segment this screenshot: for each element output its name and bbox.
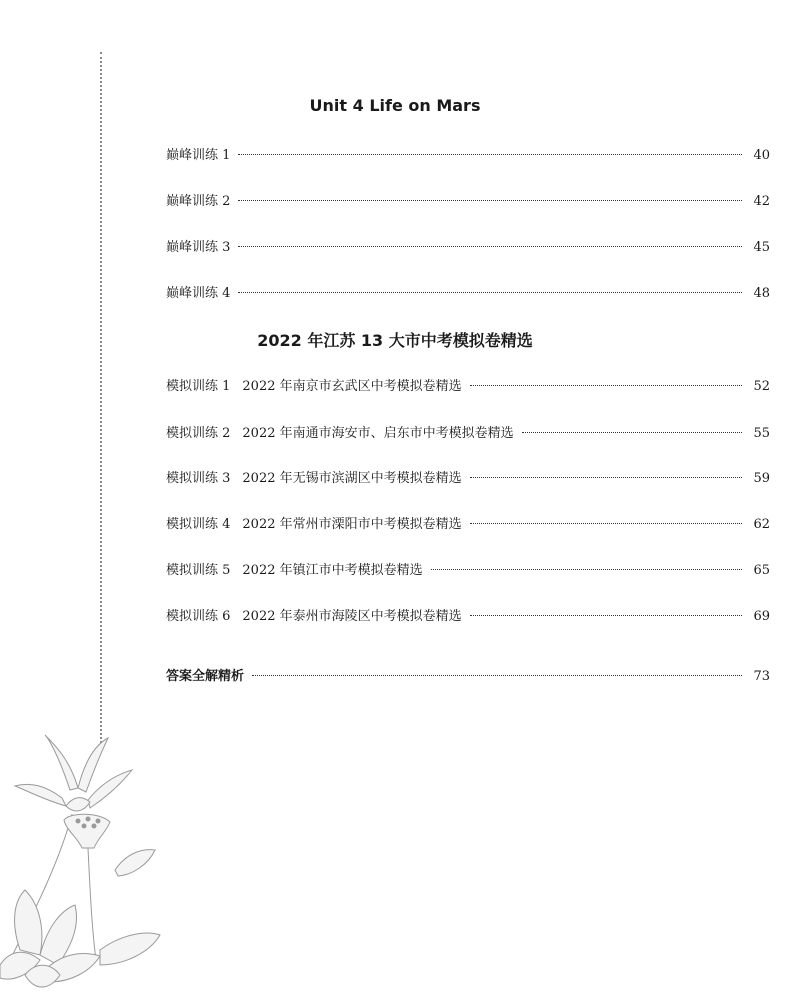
dot-leader (238, 291, 742, 293)
toc-entry-label: 巅峰训练 3 (166, 240, 231, 255)
toc-entry-mock-3[interactable] (166, 467, 770, 487)
toc-entry-unit-2[interactable] (166, 190, 770, 210)
toc-entry-mock-6[interactable] (166, 605, 770, 625)
toc-entry-mock-4[interactable] (166, 513, 770, 533)
answers-label: 答案全解精析 (166, 669, 245, 684)
toc-entry-label: 巅峰训练 4 (166, 286, 231, 301)
dot-leader (470, 384, 742, 386)
toc-entry-subtitle: 2022 年南京市玄武区中考模拟卷精选 (242, 379, 462, 394)
toc-entry-label: 模拟训练 2 (166, 426, 231, 441)
toc-page-number: 62 (753, 517, 770, 532)
toc-page-number: 65 (753, 563, 770, 578)
toc-entry-unit-1[interactable] (166, 144, 770, 164)
toc-page-number: 59 (753, 471, 770, 486)
dot-leader (470, 476, 742, 478)
dot-leader (470, 522, 742, 524)
toc-page-number: 42 (753, 194, 770, 209)
toc-page-number: 48 (753, 286, 770, 301)
dotted-margin-line (100, 52, 102, 747)
toc-page-number: 69 (753, 609, 770, 624)
dot-leader (238, 199, 742, 201)
toc-entry-unit-3[interactable] (166, 236, 770, 256)
dot-leader (431, 568, 742, 570)
toc-entry-subtitle: 2022 年无锡市滨湖区中考模拟卷精选 (242, 471, 462, 486)
toc-entry-subtitle: 2022 年泰州市海陵区中考模拟卷精选 (242, 609, 462, 624)
toc-entry-label: 模拟训练 1 (166, 379, 231, 394)
toc-page-number: 52 (753, 379, 770, 394)
mock-section-title: 2022 年江苏 13 大市中考模拟卷精选 (257, 331, 533, 350)
toc-entry-subtitle: 2022 年常州市溧阳市中考模拟卷精选 (242, 517, 462, 532)
dot-leader (252, 674, 742, 676)
toc-entry-label: 模拟训练 3 (166, 471, 231, 486)
toc-entry-mock-1[interactable] (166, 375, 770, 395)
dot-leader (238, 245, 742, 247)
lotus-flower-illustration (0, 720, 200, 1000)
toc-page-number: 40 (753, 148, 770, 163)
toc-entry-label: 巅峰训练 2 (166, 194, 231, 209)
toc-entry-label: 模拟训练 5 (166, 563, 231, 578)
toc-entry-subtitle: 2022 年镇江市中考模拟卷精选 (242, 563, 423, 578)
toc-entry-label: 模拟训练 4 (166, 517, 231, 532)
toc-entry-subtitle: 2022 年南通市海安市、启东市中考模拟卷精选 (242, 426, 514, 441)
dot-leader (238, 153, 742, 155)
toc-entry-mock-5[interactable] (166, 559, 770, 579)
toc-page-number: 45 (753, 240, 770, 255)
toc-page-number: 55 (753, 426, 770, 441)
toc-entry-label: 模拟训练 6 (166, 609, 231, 624)
toc-page-number: 73 (753, 669, 770, 684)
dot-leader (470, 614, 742, 616)
unit-section-title: Unit 4 Life on Mars (309, 96, 481, 115)
toc-entry-unit-4[interactable] (166, 282, 770, 302)
toc-entry-answers[interactable] (166, 665, 770, 685)
toc-entry-label: 巅峰训练 1 (166, 148, 231, 163)
dot-leader (522, 431, 742, 433)
toc-entry-mock-2[interactable] (166, 422, 770, 442)
